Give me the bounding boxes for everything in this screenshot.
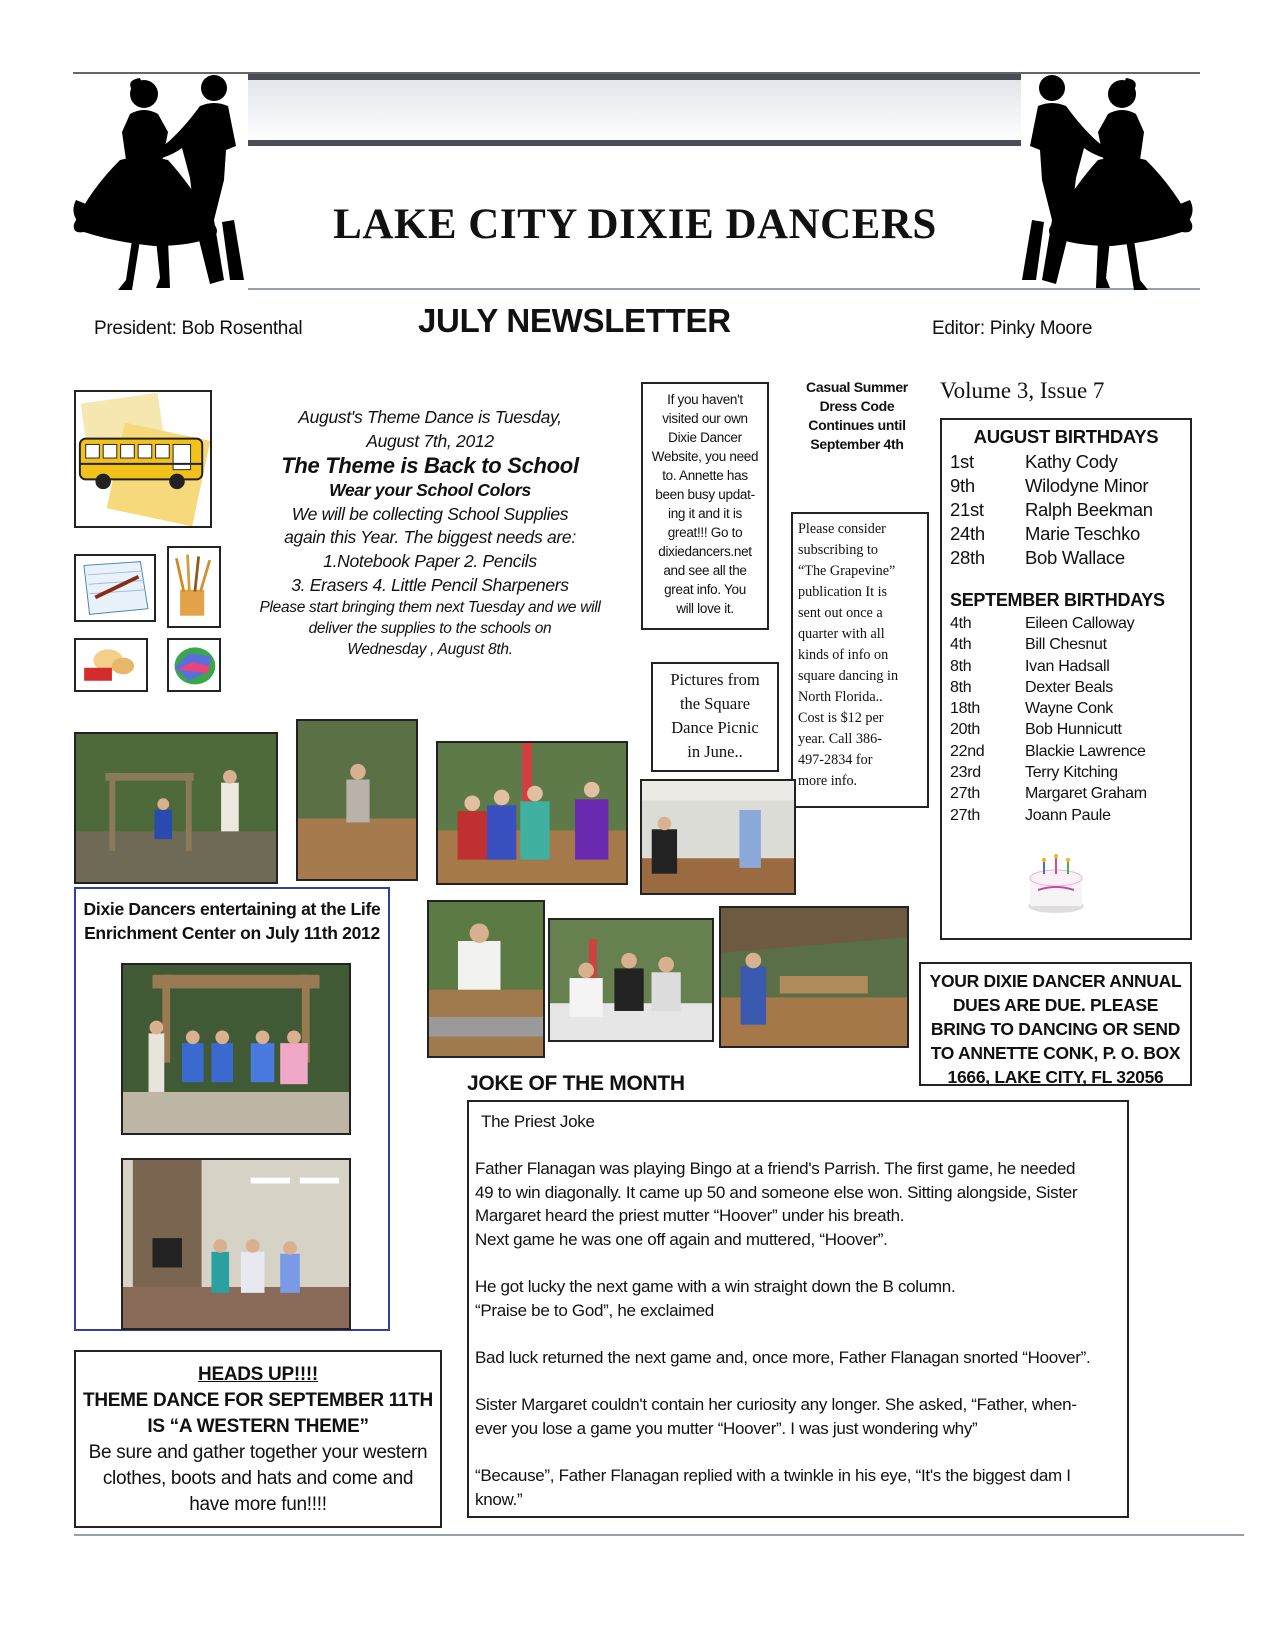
- joke-line: Margaret heard the priest mutter “Hoover” under his breath.: [475, 1206, 905, 1226]
- theme-line-5: 1.Notebook Paper 2. Pencils: [323, 550, 537, 571]
- birthday-day: 20th: [950, 721, 980, 739]
- joke-title: The Priest Joke: [481, 1112, 595, 1131]
- grapevine-line: North Florida..: [798, 689, 883, 705]
- website-line: to. Annette has: [662, 468, 748, 483]
- birthday-day: 4th: [950, 615, 972, 632]
- life-center-caption-1: Dixie Dancers entertaining at the Life: [83, 899, 381, 919]
- grapevine-line: Cost is $12 per: [798, 710, 884, 726]
- august-birthdays-list: [950, 450, 1190, 570]
- heads-up-line-5: have more fun!!!!: [189, 1494, 327, 1515]
- joke-paragraph: [475, 1346, 1127, 1370]
- dues-line: BRING TO DANCING OR SEND: [930, 1019, 1181, 1039]
- birthday-day: 8th: [950, 678, 972, 696]
- birthday-day: 28th: [950, 547, 985, 568]
- website-line: will love it.: [676, 601, 734, 616]
- birthday-row: [950, 634, 1190, 655]
- president-line: President: Bob Rosenthal: [94, 318, 303, 339]
- picnic-line: Dance Picnic: [671, 718, 759, 737]
- birthday-day: 22nd: [950, 742, 985, 760]
- joke-line: Next game he was one off again and muttered, “Hoover”.: [475, 1229, 888, 1249]
- grapevine-line: year. Call 386-: [798, 731, 882, 747]
- birthday-day: 1st: [950, 451, 974, 472]
- birthday-row: [950, 450, 1190, 474]
- theme-title: The Theme is Back to School: [281, 453, 579, 479]
- editor-line: Editor: Pinky Moore: [932, 318, 1093, 339]
- joke-paragraph: [475, 1275, 1127, 1322]
- dress-code-line: Dress Code: [819, 398, 895, 414]
- joke-line: Sister Margaret couldn't contain her curiosity any longer. She asked, “Father, when-: [475, 1395, 1077, 1415]
- eraser-clipart: [167, 638, 221, 692]
- birthday-day: 23rd: [950, 764, 981, 782]
- birthday-name: Kathy Cody: [1025, 451, 1118, 472]
- theme-line-2: August 7th, 2012: [366, 430, 494, 451]
- grapevine-line: square dancing in: [798, 668, 899, 684]
- birthday-name: Eileen Calloway: [1025, 615, 1135, 632]
- newsletter-title: LAKE CITY DIXIE DANCERS: [333, 201, 937, 248]
- heads-up-title: HEADS UP!!!!: [198, 1364, 318, 1385]
- volume-issue: Volume 3, Issue 7: [940, 378, 1105, 403]
- joke-paragraph: [475, 1464, 1127, 1511]
- birthday-name: Marie Teschko: [1025, 523, 1141, 544]
- grapevine-box: [791, 512, 929, 808]
- birthday-row: [950, 474, 1190, 498]
- birthday-day: 8th: [950, 657, 972, 675]
- birthday-row: [950, 677, 1190, 698]
- joke-paragraph: [475, 1157, 1127, 1251]
- website-notice-box: [641, 382, 769, 630]
- joke-line: Father Flanagan was playing Bingo at a friend's Parrish. The first game, he needed: [475, 1159, 1076, 1179]
- issue-heading: JULY NEWSLETTER: [418, 302, 731, 339]
- birthdays-box: [940, 418, 1192, 940]
- dress-code-line: Casual Summer: [806, 379, 908, 395]
- grapevine-line: Please consider: [798, 521, 886, 537]
- joke-heading: JOKE OF THE MONTH: [467, 1072, 685, 1095]
- footer-rule: [74, 1534, 1244, 1536]
- joke-body: [475, 1157, 1127, 1511]
- grapevine-line: “The Grapevine”: [798, 563, 896, 579]
- picnic-photo-man-table: [427, 900, 545, 1058]
- heads-up-line-2: IS “A WESTERN THEME”: [147, 1416, 369, 1437]
- joke-box: [467, 1100, 1129, 1518]
- website-line: Website, you need: [651, 449, 759, 464]
- birthday-name: Wilodyne Minor: [1025, 475, 1149, 496]
- birthday-name: Ivan Hadsall: [1025, 657, 1110, 675]
- joke-line: “Praise be to God”, he exclaimed: [475, 1300, 714, 1320]
- september-birthdays-list: [950, 613, 1190, 826]
- dues-line: DUES ARE DUE. PLEASE: [952, 995, 1159, 1015]
- birthday-name: Bob Hunnicutt: [1025, 721, 1122, 739]
- picnic-photo-group-bench: [436, 741, 628, 885]
- birthday-name: Bill Chesnut: [1025, 636, 1107, 654]
- heads-up-line-4: clothes, boots and hats and come and: [102, 1468, 414, 1489]
- picnic-photo-swing: [74, 732, 278, 884]
- birthday-row: [950, 522, 1190, 546]
- grapevine-line: kinds of info on: [798, 647, 889, 663]
- birthday-day: 24th: [950, 523, 985, 544]
- heads-up-line-1: THEME DANCE FOR SEPTEMBER 11TH: [83, 1390, 433, 1411]
- theme-line-7: Please start bringing them next Tuesday and we will: [259, 599, 601, 617]
- birthday-row: [950, 805, 1190, 826]
- theme-line-6: 3. Erasers 4. Little Pencil Sharpeners: [291, 574, 569, 595]
- life-center-caption-2: Enrichment Center on July 11th 2012: [84, 923, 380, 943]
- birthday-day: 18th: [950, 700, 980, 718]
- life-center-photo-indoor: [121, 1158, 351, 1330]
- birthday-day: 27th: [950, 806, 980, 824]
- sharpener-clipart: [74, 638, 148, 692]
- joke-line: know.”: [475, 1489, 523, 1509]
- grapevine-line: subscribing to: [798, 542, 878, 558]
- birthday-row: [950, 719, 1190, 740]
- masthead-banner: [248, 74, 1021, 146]
- birthday-row: [950, 613, 1190, 634]
- life-center-photo-outdoor: [121, 963, 351, 1135]
- september-birthdays-title: SEPTEMBER BIRTHDAYS: [950, 590, 1165, 610]
- joke-paragraph: [475, 1393, 1127, 1440]
- dress-code-notice: [792, 378, 922, 454]
- birthday-name: Bob Wallace: [1025, 547, 1125, 568]
- school-bus-clipart: [74, 390, 212, 528]
- dress-code-line: Continues until: [808, 417, 906, 433]
- website-line: been busy updat-: [655, 487, 755, 502]
- website-line: ing it and it is: [668, 506, 742, 521]
- theme-dance-announcement: [240, 406, 620, 660]
- website-line: visited our own: [662, 411, 748, 426]
- birthday-row: [950, 741, 1190, 762]
- birthday-row: [950, 698, 1190, 719]
- birthday-day: 9th: [950, 475, 975, 496]
- birthday-name: Blackie Lawrence: [1025, 742, 1146, 760]
- birthday-name: Margaret Graham: [1025, 785, 1147, 803]
- picnic-photo-group-table: [548, 918, 714, 1042]
- theme-line-1: August's Theme Dance is Tuesday,: [298, 407, 562, 427]
- joke-line: Bad luck returned the next game and, once more, Father Flanagan snorted “Hoover”.: [475, 1347, 1091, 1367]
- heads-up-box: [74, 1350, 442, 1528]
- birthday-row: [950, 762, 1190, 783]
- picnic-line: Pictures from: [670, 670, 760, 689]
- birthday-name: Wayne Conk: [1025, 700, 1114, 718]
- birthday-name: Joann Paule: [1025, 806, 1111, 824]
- heads-up-line-3: Be sure and gather together your western: [88, 1442, 428, 1463]
- dancers-silhouette-right: [1014, 72, 1194, 296]
- dues-line: TO ANNETTE CONK, P. O. BOX: [930, 1043, 1181, 1063]
- joke-line: “Because”, Father Flanagan replied with a twinkle in his eye, “It's the biggest dam I: [475, 1465, 1071, 1485]
- birthday-name: Terry Kitching: [1025, 764, 1118, 782]
- website-line: great info. You: [664, 582, 746, 597]
- grapevine-line: more info.: [798, 773, 858, 789]
- theme-line-4: again this Year. The biggest needs are:: [284, 527, 576, 548]
- dues-line: 1666, LAKE CITY, FL 32056: [947, 1067, 1164, 1087]
- grapevine-line: sent out once a: [798, 605, 883, 621]
- birthday-name: Dexter Beals: [1025, 678, 1113, 696]
- theme-line-3: We will be collecting School Supplies: [291, 503, 569, 524]
- theme-line-8: deliver the supplies to the schools on: [308, 620, 552, 638]
- birthday-row: [950, 546, 1190, 570]
- birthday-row: [950, 783, 1190, 804]
- joke-line: He got lucky the next game with a win straight down the B column.: [475, 1277, 956, 1297]
- birthday-cake-clipart: [1024, 854, 1088, 916]
- picnic-photo-pavilion: [640, 779, 796, 895]
- picnic-caption-box: [651, 662, 779, 772]
- dancers-silhouette-left: [72, 72, 252, 296]
- picnic-photo-seated-man: [296, 719, 418, 881]
- grapevine-line: publication It is: [798, 584, 888, 600]
- august-birthdays-title: AUGUST BIRTHDAYS: [973, 426, 1159, 447]
- picnic-photo-pavilion-crowd: [719, 906, 909, 1048]
- grapevine-line: quarter with all: [798, 626, 885, 642]
- theme-colors: Wear your School Colors: [329, 480, 531, 501]
- birthday-day: 4th: [950, 636, 972, 654]
- dress-code-line: September 4th: [810, 436, 904, 452]
- theme-line-9: Wednesday , August 8th.: [347, 641, 513, 659]
- birthday-day: 27th: [950, 785, 980, 803]
- website-url: dixiedancers.net: [658, 544, 752, 559]
- dues-line: YOUR DIXIE DANCER ANNUAL: [929, 971, 1182, 991]
- website-line: If you haven't: [667, 392, 743, 407]
- picnic-line: the Square: [679, 694, 751, 713]
- birthday-name: Ralph Beekman: [1025, 499, 1153, 520]
- website-line: and see all the: [663, 563, 747, 578]
- birthday-row: [950, 656, 1190, 677]
- website-line: Dixie Dancer: [668, 430, 742, 445]
- birthday-day: 21st: [950, 499, 984, 520]
- pencil-cup-clipart: [167, 546, 221, 628]
- joke-line: 49 to win diagonally. It came up 50 and someone else won. Sitting alongside, Sister: [475, 1182, 1078, 1202]
- grapevine-line: 497-2834 for: [798, 752, 873, 768]
- website-line: great!!! Go to: [667, 525, 743, 540]
- joke-line: ever you lose a game you mutter “Hoover”. I was just wondering why”: [475, 1418, 978, 1438]
- picnic-line: in June..: [687, 742, 743, 761]
- dues-box: [919, 962, 1192, 1086]
- birthday-row: [950, 498, 1190, 522]
- notebook-clipart: [74, 554, 156, 622]
